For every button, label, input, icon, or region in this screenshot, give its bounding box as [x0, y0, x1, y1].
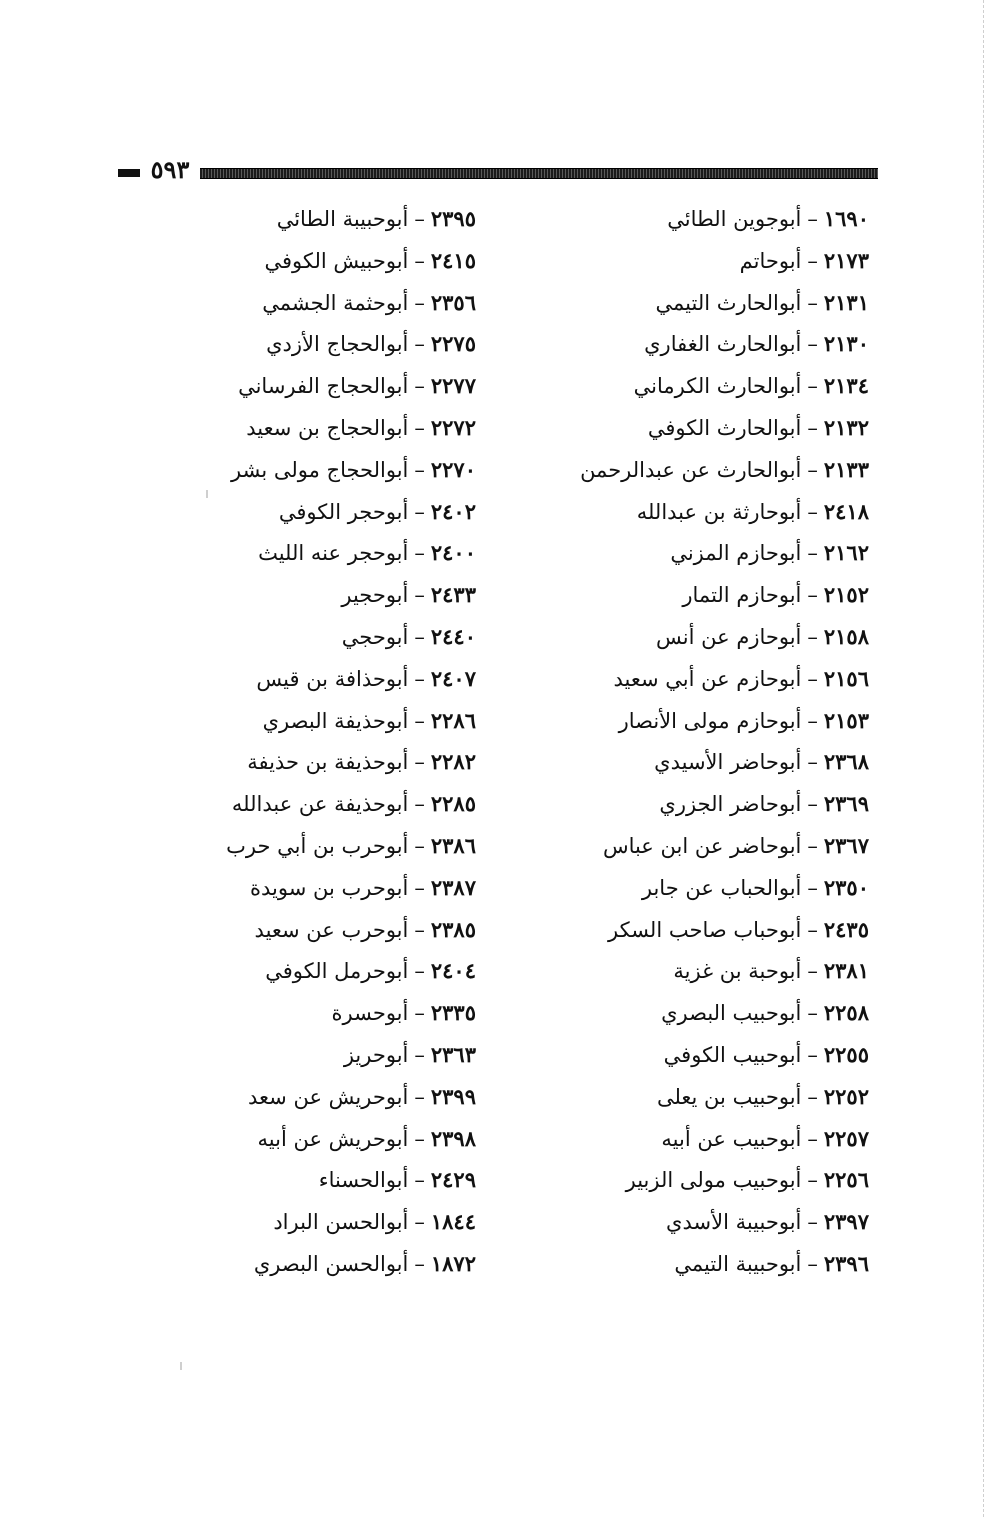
index-entry	[146, 240, 476, 282]
page-edge-line	[982, 0, 984, 1517]
index-entry	[146, 449, 476, 491]
index-entry	[146, 532, 476, 574]
entry-name: أبوالحارث الكوفي	[647, 415, 802, 440]
entry-name: أبوجوين الطائي	[667, 207, 802, 231]
entry-dash: –	[414, 750, 425, 775]
index-entry	[146, 1118, 476, 1160]
index-entry	[146, 825, 476, 867]
index-entry	[509, 240, 869, 282]
index-entry	[509, 1118, 869, 1160]
entry-number: ٢٤٠٠	[430, 540, 476, 566]
entry-number: ٢٣٦٩	[823, 791, 869, 817]
entry-dash: –	[807, 583, 818, 608]
header-rule	[200, 168, 878, 179]
index-entry	[509, 1201, 869, 1243]
index-entry	[146, 323, 476, 365]
entry-number: ٢٢٧٧	[430, 373, 476, 399]
index-entry	[509, 491, 869, 533]
entry-number: ٢٤٠٤	[430, 958, 476, 984]
entry-name: أبوحبيش الكوفي	[264, 248, 409, 273]
index-column-right	[509, 198, 869, 1285]
entry-number: ٢٢٨٥	[430, 791, 476, 817]
entry-number: ٢٢٧٥	[430, 331, 476, 357]
entry-number: ٢٢٧٠	[430, 456, 476, 482]
index-entry	[146, 407, 476, 449]
entry-dash: –	[807, 541, 818, 566]
entry-number: ٢٣٨٥	[430, 916, 476, 942]
index-entry	[146, 491, 476, 533]
index-entry	[146, 616, 476, 658]
entry-name: أبوالحجاج الفرساني	[238, 374, 409, 399]
entry-name: أبوحاتم	[739, 248, 802, 273]
entry-name: أبوحرب عن سعيد	[254, 917, 409, 942]
entry-dash: –	[807, 917, 818, 942]
entry-dash: –	[807, 708, 818, 733]
entry-name: أبوحاضر عن ابن عباس	[602, 833, 802, 858]
entry-number: ٢٤٠٧	[430, 665, 476, 691]
entry-name: أبوحذيفة عن عبدالله	[231, 792, 409, 817]
entry-name: أبوحجير	[341, 583, 409, 608]
index-entry	[509, 700, 869, 742]
entry-dash: –	[807, 792, 818, 817]
entry-number: ٢٤٤٠	[430, 623, 476, 649]
index-entry	[146, 574, 476, 616]
entry-dash: –	[807, 959, 818, 984]
entry-number: ٢٣٩٦	[823, 1250, 869, 1276]
entry-name: أبوالحارث الغفاري	[644, 332, 802, 357]
entry-name: أبوحبيب الكوفي	[663, 1042, 802, 1067]
index-entry	[146, 1076, 476, 1118]
index-entry	[146, 1201, 476, 1243]
entry-name: أبوحجر الكوفي	[278, 499, 409, 524]
entry-number: ٢٢٨٢	[430, 749, 476, 775]
entry-dash: –	[414, 583, 425, 608]
entry-name: أبوحبيب البصري	[661, 1001, 802, 1026]
index-entry	[146, 700, 476, 742]
entry-number: ٢٣٩٨	[430, 1125, 476, 1151]
entry-number: ٢٣٥٦	[430, 289, 476, 315]
entry-name: أبوالحسن البراد	[273, 1210, 409, 1235]
entry-dash: –	[414, 1042, 425, 1067]
index-entry	[146, 198, 476, 240]
index-entry	[509, 1159, 869, 1201]
entry-number: ٢٢٥٥	[823, 1041, 869, 1067]
index-entry	[509, 323, 869, 365]
index-entry	[509, 1034, 869, 1076]
entry-name: أبوحرمل الكوفي	[265, 959, 409, 984]
entry-number: ٢٣٥٠	[823, 874, 869, 900]
entry-name: أبوحثمة الجشمي	[262, 290, 409, 315]
entry-dash: –	[414, 499, 425, 524]
entry-name: أبوحريش عن أبيه	[257, 1126, 409, 1151]
entry-number: ٢١٣٢	[823, 414, 869, 440]
entry-number: ٢١٣١	[823, 289, 869, 315]
entry-dash: –	[807, 750, 818, 775]
index-entry	[146, 992, 476, 1034]
entry-dash: –	[807, 374, 818, 399]
entry-number: ٢٣٨٧	[430, 874, 476, 900]
entry-dash: –	[414, 207, 425, 231]
index-entry	[509, 825, 869, 867]
scan-speck	[180, 1362, 182, 1370]
entry-dash: –	[807, 1210, 818, 1235]
index-entry	[509, 449, 869, 491]
entry-name: أبوحرب بن أبي حرب	[226, 833, 409, 858]
index-entry	[509, 1076, 869, 1118]
entry-name: أبوحازم مولى الأنصار	[618, 708, 802, 733]
index-entry	[509, 365, 869, 407]
index-entry	[146, 365, 476, 407]
entry-number: ٢١٥٨	[823, 623, 869, 649]
page-header	[118, 155, 878, 184]
entry-dash: –	[807, 290, 818, 315]
entry-number: ٢١٧٣	[823, 247, 869, 273]
entry-name: أبوحبيبة الأسدي	[666, 1210, 802, 1235]
entry-name: أبوالحارث التيمي	[655, 290, 802, 315]
entry-dash: –	[807, 833, 818, 858]
entry-number: ٢١٣٣	[823, 456, 869, 482]
index-entry	[146, 909, 476, 951]
entry-name: أبوالحباب عن جابر	[641, 875, 802, 900]
index-entry	[509, 198, 869, 240]
entry-dash: –	[414, 875, 425, 900]
entry-number: ٢٣٦٧	[823, 832, 869, 858]
entry-name: أبوالحارث عن عبدالرحمن	[580, 457, 802, 482]
entry-dash: –	[807, 1126, 818, 1151]
entry-number: ٢٤٠٢	[430, 498, 476, 524]
entry-dash: –	[807, 248, 818, 273]
entry-dash: –	[414, 290, 425, 315]
entry-dash: –	[414, 1168, 425, 1193]
entry-name: أبوحبيب مولى الزبير	[625, 1168, 802, 1193]
entry-dash: –	[807, 875, 818, 900]
index-entry	[146, 741, 476, 783]
entry-number: ٢٣٣٥	[430, 1000, 476, 1026]
entry-number: ٢٣٨٦	[430, 832, 476, 858]
entry-name: أبوحباب صاحب السكر	[608, 917, 802, 942]
entry-number: ١٨٧٢	[430, 1250, 476, 1276]
entry-number: ٢٤٣٣	[430, 582, 476, 608]
index-entry	[509, 616, 869, 658]
entry-dash: –	[414, 1210, 425, 1235]
entry-number: ٢٤١٥	[430, 247, 476, 273]
index-entry	[509, 658, 869, 700]
entry-name: أبوحسرة	[331, 1001, 409, 1026]
index-entry	[146, 658, 476, 700]
entry-number: ٢٢٥٦	[823, 1167, 869, 1193]
entry-name: أبوحرب بن سويدة	[250, 875, 409, 900]
index-entry	[146, 867, 476, 909]
entry-dash: –	[807, 415, 818, 440]
entry-dash: –	[414, 1251, 425, 1276]
entry-name: أبوالحارث الكرماني	[633, 374, 802, 399]
entry-dash: –	[807, 1251, 818, 1276]
entry-dash: –	[807, 499, 818, 524]
entry-dash: –	[414, 332, 425, 357]
entry-number: ٢١٣٠	[823, 331, 869, 357]
entry-number: ٢٢٥٢	[823, 1083, 869, 1109]
entry-name: أبوحجي	[341, 624, 409, 649]
index-entry	[146, 1243, 476, 1285]
entry-dash: –	[414, 708, 425, 733]
entry-dash: –	[414, 917, 425, 942]
entry-name: أبوحذيفة البصري	[262, 708, 409, 733]
index-entry	[146, 1034, 476, 1076]
index-column-left	[146, 198, 476, 1285]
index-entry	[509, 282, 869, 324]
entry-number: ٢٣٩٥	[430, 206, 476, 231]
entry-number: ٢٣٨١	[823, 958, 869, 984]
entry-dash: –	[807, 457, 818, 482]
entry-dash: –	[807, 666, 818, 691]
index-entry	[146, 1159, 476, 1201]
entry-dash: –	[414, 1084, 425, 1109]
entry-name: أبوحريش عن سعد	[248, 1084, 409, 1109]
entry-number: ٢٤١٨	[823, 498, 869, 524]
entry-number: ٢٣٩٧	[823, 1209, 869, 1235]
entry-number: ٢٢٥٨	[823, 1000, 869, 1026]
entry-dash: –	[414, 833, 425, 858]
entry-number: ١٨٤٤	[430, 1209, 476, 1235]
header-left-ornament	[118, 169, 140, 177]
entry-name: أبوحبيبة التيمي	[674, 1251, 802, 1276]
entry-dash: –	[414, 1001, 425, 1026]
entry-name: أبوحاضر الأسيدي	[654, 750, 802, 775]
index-entry	[509, 909, 869, 951]
index-entry	[509, 532, 869, 574]
entry-dash: –	[807, 1042, 818, 1067]
entry-name: أبوحازم عن أنس	[656, 624, 802, 649]
entry-number: ٢١٥٢	[823, 582, 869, 608]
entry-number: ٢٣٦٨	[823, 749, 869, 775]
entry-dash: –	[414, 959, 425, 984]
index-entry	[146, 783, 476, 825]
entry-dash: –	[414, 415, 425, 440]
entry-name: أبوالحجاج الأزدي	[266, 332, 409, 357]
entry-number: ٢١٦٢	[823, 540, 869, 566]
entry-number: ٢٤٣٥	[823, 916, 869, 942]
index-entry	[509, 574, 869, 616]
index-entry	[509, 992, 869, 1034]
entry-name: أبوالحجاج مولى بشر	[231, 457, 409, 482]
entry-name: أبوحازم المزني	[670, 541, 802, 566]
entry-number: ٢١٣٤	[823, 373, 869, 399]
entry-name: أبوالحسن البصري	[253, 1251, 409, 1276]
entry-number: ٢٣٦٣	[430, 1041, 476, 1067]
entry-number: ٢١٥٣	[823, 707, 869, 733]
entry-dash: –	[807, 1001, 818, 1026]
entry-name: أبوحجر عنه الليث	[258, 541, 409, 566]
index-entry	[509, 741, 869, 783]
entry-dash: –	[807, 1168, 818, 1193]
entry-dash: –	[414, 1126, 425, 1151]
entry-dash: –	[414, 457, 425, 482]
entry-dash: –	[807, 207, 818, 231]
index-entry	[509, 783, 869, 825]
entry-dash: –	[414, 624, 425, 649]
page-number: ٥٩٣	[150, 155, 190, 184]
entry-dash: –	[414, 541, 425, 566]
entry-name: أبوحبيب عن أبيه	[661, 1126, 802, 1151]
entry-name: أبوحاضر الجزري	[659, 792, 802, 817]
entry-number: ٢٢٨٦	[430, 707, 476, 733]
entry-number: ٢٤٢٩	[430, 1167, 476, 1193]
entry-name: أبوحارثة بن عبدالله	[636, 499, 802, 524]
entry-name: أبوحذافة بن قيس	[256, 666, 409, 691]
entry-dash: –	[807, 1084, 818, 1109]
index-entry	[509, 1243, 869, 1285]
index-entry	[146, 282, 476, 324]
entry-dash: –	[807, 332, 818, 357]
entry-dash: –	[414, 792, 425, 817]
entry-dash: –	[414, 248, 425, 273]
entry-dash: –	[414, 374, 425, 399]
entry-number: ٢١٥٦	[823, 665, 869, 691]
index-entry	[146, 950, 476, 992]
entry-number: ٢٢٧٢	[430, 414, 476, 440]
entry-name: أبوحازم التمار	[682, 583, 802, 608]
entry-name: أبوحبيب بن يعلى	[656, 1084, 802, 1109]
entry-name: أبوحذيفة بن حذيفة	[247, 750, 409, 775]
index-entry	[509, 867, 869, 909]
entry-number: ٢٣٩٩	[430, 1083, 476, 1109]
index-entry	[509, 407, 869, 449]
entry-name: أبوحازم عن أبي سعيد	[613, 666, 802, 691]
entry-number: ٢٢٥٧	[823, 1125, 869, 1151]
entry-name: أبوحبيبة الطائي	[276, 207, 409, 231]
entry-number: ١٦٩٠	[823, 206, 869, 231]
entry-dash: –	[414, 666, 425, 691]
entry-name: أبوالحسناء	[318, 1168, 409, 1193]
index-entry	[509, 950, 869, 992]
entry-name: أبوحريز	[343, 1042, 409, 1067]
entry-name: أبوالحجاج بن سعيد	[246, 415, 409, 440]
entry-name: أبوحبة بن غزية	[673, 959, 802, 984]
entry-dash: –	[807, 624, 818, 649]
